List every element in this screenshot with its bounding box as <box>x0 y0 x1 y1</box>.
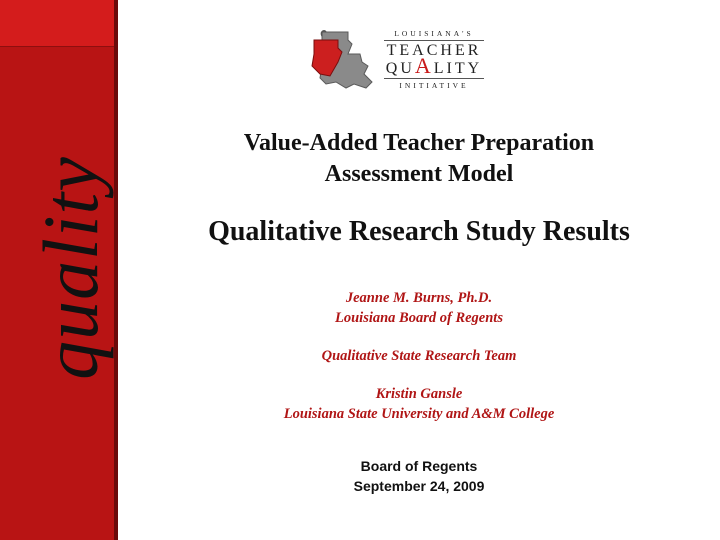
sidebar-quality-word: quality <box>27 156 114 380</box>
logo-red-a: A <box>414 53 434 78</box>
sidebar-top-block <box>0 0 114 47</box>
footer-date: September 24, 2009 <box>353 478 485 494</box>
logo-wordmark <box>380 29 488 90</box>
author-name: Jeanne M. Burns, Ph.D. <box>345 290 493 306</box>
coauthor-name: Kristin Gansle <box>375 386 463 402</box>
author-organization: Louisiana Board of Regents <box>335 310 503 326</box>
title-line-2: Assessment Model <box>324 161 514 187</box>
logo-qu: QU <box>385 60 415 77</box>
spacer <box>118 366 720 384</box>
title-line-1: Value-Added Teacher Preparation <box>243 130 595 156</box>
coauthor-organization: Louisiana State University and A&M College <box>283 406 555 422</box>
credits-block <box>118 288 720 424</box>
logo-top-line: LOUISIANA'S <box>394 29 474 38</box>
logo-teacher: TEACHER <box>386 42 482 59</box>
logo-rule-top <box>384 40 484 41</box>
sidebar-band <box>0 0 118 540</box>
page-subtitle: Qualitative Research Study Results <box>208 216 630 247</box>
logo-rule-bottom <box>384 78 484 79</box>
page-title <box>118 128 720 190</box>
teacher-quality-logo <box>308 26 488 94</box>
logo-lity: LITY <box>433 60 483 77</box>
logo-bottom-line: INITIATIVE <box>399 81 469 90</box>
footer-org: Board of Regents <box>360 458 478 474</box>
footer-block <box>118 456 720 496</box>
research-team: Qualitative State Research Team <box>321 348 517 364</box>
louisiana-map-icon <box>308 26 380 94</box>
spacer <box>118 328 720 346</box>
logo-quality <box>380 53 488 78</box>
